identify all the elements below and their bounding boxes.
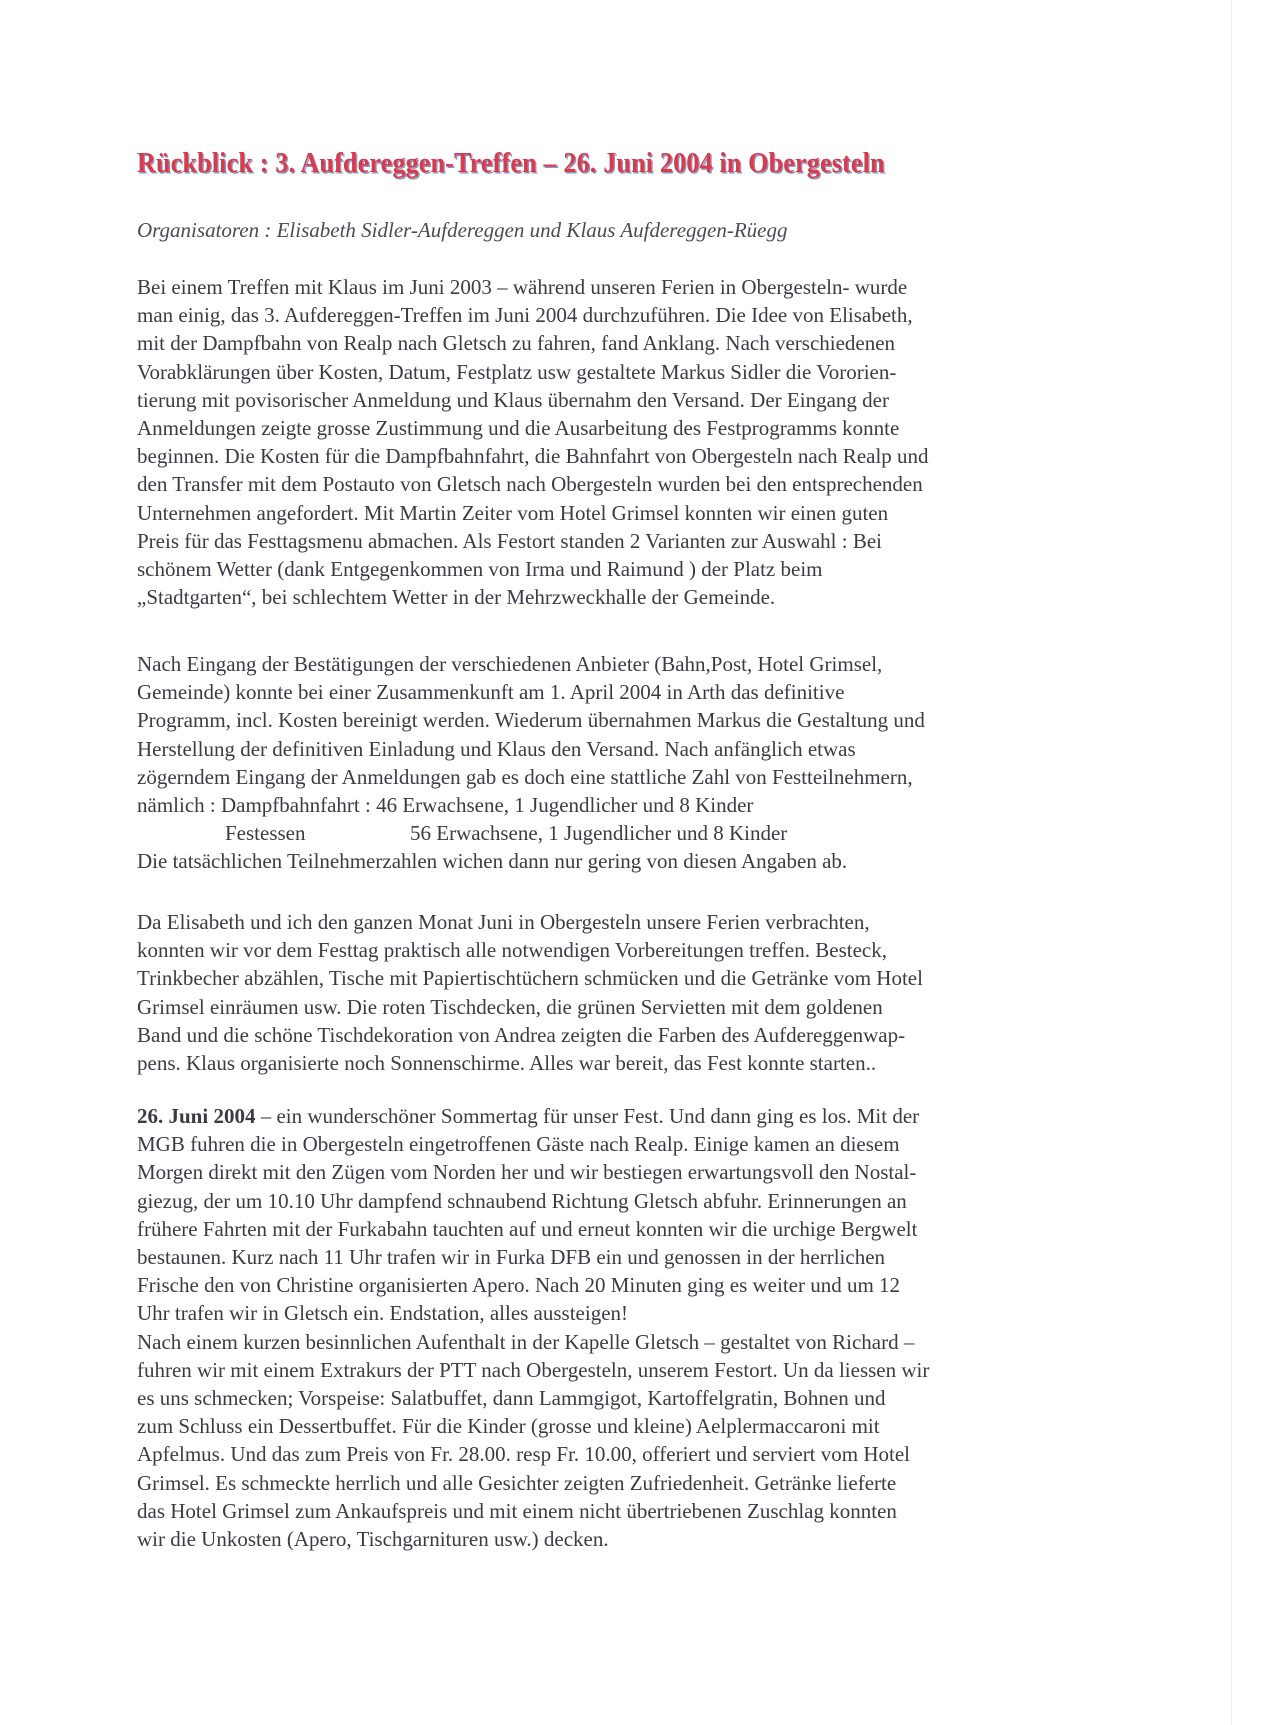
text-line: Vorabklärungen über Kosten, Datum, Festplatz usw gestaltete Markus Sidler die Vororien- (137, 359, 897, 384)
text-line: Gemeinde) konnte bei einer Zusammenkunft am 1. April 2004 in Arth das definitive (137, 680, 845, 705)
text-line: es uns schmecken; Vorspeise: Salatbuffet, dann Lammgigot, Kartoffelgratin, Bohnen und (137, 1386, 886, 1411)
text-line: zum Schluss ein Dessertbuffet. Für die Kinder (grosse und kleine) Aelplermaccaroni mit (137, 1414, 880, 1439)
text-line: wir die Unkosten (Apero, Tischgarnituren usw.) decken. (137, 1527, 609, 1552)
participants-label: Festessen (225, 821, 306, 846)
text-line: Uhr trafen wir in Gletsch ein. Endstation, alles aussteigen! (137, 1301, 629, 1326)
text-line: Grimsel einräumen usw. Die roten Tischdecken, die grünen Servietten mit dem goldenen (137, 994, 883, 1019)
text-line: MGB fuhren die in Obergesteln eingetroffenen Gäste nach Realp. Einige kamen an diesem (137, 1132, 900, 1157)
participants-value: 46 Erwachsene, 1 Jugendlicher und 8 Kinder (376, 793, 754, 818)
text-line: den Transfer mit dem Postauto von Gletsch nach Obergesteln wurden bei den entsprechenden (137, 472, 923, 497)
participants-intro: nämlich : (137, 793, 221, 818)
text-line: Preis für das Festtagsmenu abmachen. Als Festort standen 2 Varianten zur Auswahl : Bei (137, 528, 882, 553)
text-line: „Stadtgarten“, bei schlechtem Wetter in der Mehrzweckhalle der Gemeinde. (137, 585, 776, 610)
text-line: das Hotel Grimsel zum Ankaufspreis und mit einem nicht übertriebenen Zuschlag konnten (137, 1498, 897, 1523)
document-title: Rückblick : 3. Aufdereggen-Treffen – 26. Juni 2004 in Obergesteln (137, 148, 885, 179)
text-line: Nach einem kurzen besinnlichen Aufenthalt in der Kapelle Gletsch – gestaltet von Richard – (137, 1329, 915, 1354)
text-segment: – ein wunderschöner Sommertag für unser Fest. Und dann ging es los. Mit der (255, 1104, 920, 1128)
organizers-line: Organisatoren : Elisabeth Sidler-Aufdereggen und Klaus Aufdereggen-Rüegg (137, 218, 788, 242)
paragraph-registrations (137, 650, 925, 876)
text-line: Trinkbecher abzählen, Tische mit Papiertischtüchern schmücken und die Getränke vom Hotel (137, 966, 923, 991)
festival-date: 26. Juni 2004 (137, 1104, 256, 1128)
paragraph-preparations (137, 908, 923, 1077)
text-line: Band und die schöne Tischdekoration von Andrea zeigten die Farben des Aufdereggenwap- (137, 1022, 906, 1047)
text-line: frühere Fahrten mit der Furkabahn tauchten auf und erneut konnten wir die urchige Bergwelt (137, 1216, 918, 1241)
text-line: Apfelmus. Und das zum Preis von Fr. 28.00. resp Fr. 10.00, offeriert und serviert vom Hotel (137, 1442, 911, 1467)
text-line: konnten wir vor dem Festtag praktisch alle notwendigen Vorbereitungen treffen. Besteck, (137, 938, 887, 963)
text-line: Anmeldungen zeigte grosse Zustimmung und die Ausarbeitung des Festprogramms konnte (137, 416, 900, 441)
text-line: beginnen. Die Kosten für die Dampfbahnfahrt, die Bahnfahrt von Obergesteln nach Realp und (137, 444, 929, 469)
text-line: bestaunen. Kurz nach 11 Uhr trafen wir in Furka DFB ein und genossen in der herrlichen (137, 1245, 886, 1270)
text-line: zögerndem Eingang der Anmeldungen gab es doch eine stattliche Zahl von Festteilnehmern, (137, 764, 913, 789)
text-line: man einig, das 3. Aufdereggen-Treffen im Juni 2004 durchzuführen. Die Idee von Elisabeth, (137, 303, 913, 328)
participants-value: 56 Erwachsene, 1 Jugendlicher und 8 Kinder (410, 821, 788, 846)
text-line: Programm, incl. Kosten bereinigt werden. Wiederum übernahmen Markus die Gestaltung und (137, 708, 925, 733)
paragraph-planning (137, 273, 929, 611)
text-line: Unternehmen angefordert. Mit Martin Zeiter vom Hotel Grimsel konnten wir einen guten (137, 500, 889, 525)
text-line: Die tatsächlichen Teilnehmerzahlen wichen dann nur gering von diesen Angaben ab. (137, 849, 848, 874)
text-line: Frische den von Christine organisierten Apero. Nach 20 Minuten ging es weiter und um 12 (137, 1273, 901, 1298)
text-line: pens. Klaus organisierte noch Sonnenschirme. Alles war bereit, das Fest konnte starten.. (137, 1051, 877, 1076)
text-line: schönem Wetter (dank Entgegenkommen von Irma und Raimund ) der Platz beim (137, 557, 823, 582)
scan-edge-line (1231, 0, 1232, 1725)
text-line: Nach Eingang der Bestätigungen der verschiedenen Anbieter (Bahn,Post, Hotel Grimsel, (137, 652, 883, 676)
text-line (137, 1102, 929, 1130)
text-line: Herstellung der definitiven Einladung und Klaus den Versand. Nach anfänglich etwas (137, 736, 856, 761)
participants-row-dinner (137, 819, 925, 847)
text-line: Bei einem Treffen mit Klaus im Juni 2003 – während unseren Ferien in Obergesteln- wurde (137, 275, 908, 299)
text-line: mit der Dampfbahn von Realp nach Gletsch zu fahren, fand Anklang. Nach verschiedenen (137, 331, 896, 356)
text-line: Morgen direkt mit den Zügen vom Norden her und wir bestiegen erwartungsvoll den Nostal- (137, 1160, 917, 1185)
participants-label: Dampfbahnfahrt : (220, 793, 371, 818)
text-line: fuhren wir mit einem Extrakurs der PTT nach Obergesteln, unserem Festort. Un da liessen wir (137, 1357, 930, 1382)
text-line: tierung mit povisorischer Anmeldung und Klaus übernahm den Versand. Der Eingang der (137, 387, 889, 412)
paragraph-festival-day (137, 1102, 929, 1553)
text-line: Da Elisabeth und ich den ganzen Monat Juni in Obergesteln unsere Ferien verbrachten, (137, 910, 870, 934)
text-line: giezug, der um 10.10 Uhr dampfend schnaubend Richtung Gletsch abfuhr. Erinnerungen an (137, 1188, 907, 1213)
participants-row-train (137, 791, 925, 819)
text-line: Grimsel. Es schmeckte herrlich und alle Gesichter zeigten Zufriedenheit. Getränke lieferte (137, 1470, 897, 1495)
